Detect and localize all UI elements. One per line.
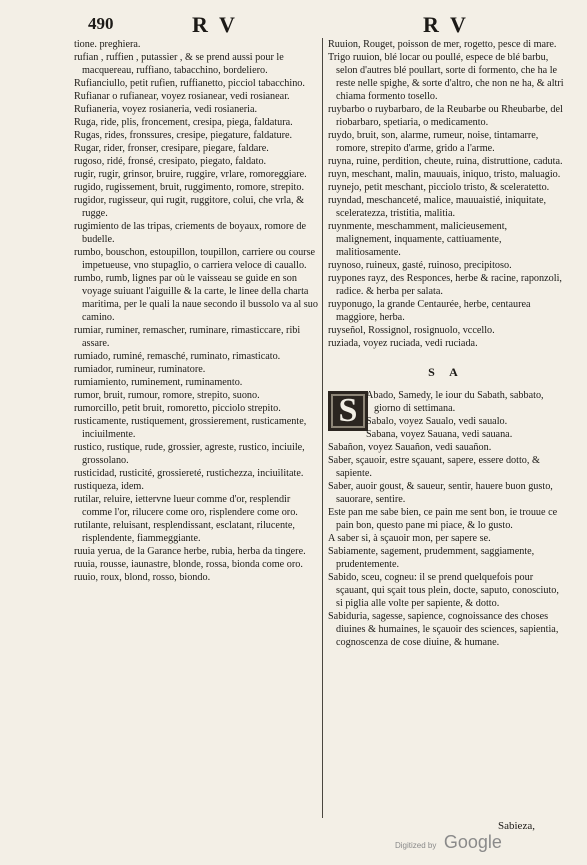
dictionary-entry: Sabalo, voyez Saualo, vedi saualo. bbox=[366, 416, 508, 427]
right-column-entries bbox=[328, 38, 564, 350]
dictionary-entry: Este pan me sabe bien, ce pain me sent bon, ie trouue ce pain bon, questo pane mi piace, & lo gusto. bbox=[328, 507, 558, 531]
dictionary-entry: ruyseñol, Rossignol, rosignuolo, vccello. bbox=[328, 325, 495, 336]
dictionary-entry: ruyndad, meschanceté, malice, mauuaistié, iniquitate, sceleratezza, tristitia, malitia. bbox=[328, 195, 547, 219]
dictionary-entry: ruuio, roux, blond, rosso, biondo. bbox=[74, 572, 211, 583]
dictionary-entry: rugidor, rugisseur, qui rugit, ruggitore, colui, che vrla, & rugge. bbox=[74, 195, 305, 219]
dictionary-entry: rutilante, reluisant, resplendissant, esclatant, rilucente, risplendente, fiammeggiante. bbox=[74, 520, 295, 544]
dictionary-entry: Rugas, rides, fronssures, cresipe, piegature, faldature. bbox=[74, 130, 293, 141]
dictionary-entry: rumor, bruit, rumour, romore, strepito, suono. bbox=[74, 390, 260, 401]
dictionary-entry: ruziada, voyez ruciada, vedi ruciada. bbox=[328, 338, 478, 349]
dictionary-entry: rumiado, ruminé, remasché, ruminato, rimasticato. bbox=[74, 351, 281, 362]
dictionary-entry: rugir, rugir, grinsor, bruire, ruggire, vrlare, romoreggiare. bbox=[74, 169, 307, 180]
dictionary-entry: ruyponugo, la grande Centaurée, herbe, centaurea maggiore, herba. bbox=[328, 299, 531, 323]
dictionary-entry: rumiamiento, ruminement, ruminamento. bbox=[74, 377, 243, 388]
decorated-initial: S bbox=[328, 391, 368, 431]
dictionary-entry: ruybarbo o ruybarbaro, de la Reubarbe ou Rheubarbe, del riobarbaro, spetiaria, o medicamento. bbox=[328, 104, 563, 128]
page-header bbox=[0, 12, 587, 36]
left-column bbox=[74, 38, 318, 584]
column-divider bbox=[322, 38, 323, 818]
dictionary-entry: rumiador, rumineur, ruminatore. bbox=[74, 364, 206, 375]
dictionary-entry: rutilar, reluire, iettervne lueur comme d'or, resplendir comme l'or, rilucere come oro, risplendere come oro. bbox=[74, 494, 298, 518]
dictionary-entry: ruyna, ruine, perdition, cheute, ruina, distruttione, caduta. bbox=[328, 156, 563, 167]
dictionary-entry: Saber, auoir goust, & saueur, sentir, hauere buon gusto, sauorare, sentire. bbox=[328, 481, 553, 505]
dictionary-entry: Rufianar o rufianear, voyez rosianear, vedi rosianear. bbox=[74, 91, 290, 102]
catchword: Sabieza, bbox=[498, 820, 535, 832]
dictionary-entry: Ruga, ride, plis, froncement, cresipa, piega, faldatura. bbox=[74, 117, 293, 128]
dictionary-entry: ruynmente, meschamment, malicieusement, malignement, inquamente, cattiuamente, malitiosamente. bbox=[328, 221, 508, 258]
dictionary-entry: ruuia, rousse, iaunastre, blonde, rossa, bionda come oro. bbox=[74, 559, 303, 570]
dictionary-entry: rumbo, rumb, lignes par où le vaisseau se guide en son voyage suiuant l'aiguille & la carte, le linee della charta maritima, per le quali la naue secondo il bussolo va al suo camino. bbox=[74, 273, 318, 323]
dictionary-entry: Ruuion, Rouget, poisson de mer, rogetto, pesce di mare. bbox=[328, 39, 557, 50]
dictionary-entry: tione. preghiera. bbox=[74, 39, 141, 50]
dictionary-entry: ruynoso, ruineux, gasté, ruinoso, precipitoso. bbox=[328, 260, 512, 271]
dictionary-entry: ruypones rayz, des Responces, herbe & racine, raponzoli, radice. & herba per salata. bbox=[328, 273, 562, 297]
running-head-left: R V bbox=[192, 12, 238, 37]
dictionary-entry: rufian , ruffien , putassier , & se prend aussi pour le macquereau, ruffiano, tabacchino, bordeliero. bbox=[74, 52, 284, 76]
dictionary-entry: Trigo ruuion, blé locar ou poullé, espece de blé barbu, selon d'autres blé poullart, sorte di formento, che ha le reste nelle spighe, & sorte d'altro, che non ne ha, & altri chiama formento tosello. bbox=[328, 52, 564, 102]
dictionary-entry: rustiqueza, idem. bbox=[74, 481, 144, 492]
dictionary-entry: rugido, rugissement, bruit, ruggimento, romore, strepito. bbox=[74, 182, 305, 193]
dictionary-entry: rumiar, ruminer, remascher, ruminare, rimasticcare, ribi assare. bbox=[74, 325, 301, 349]
section-heading: S A bbox=[428, 365, 464, 379]
dictionary-entry: Sabana, voyez Sauana, vedi sauana. bbox=[366, 429, 513, 440]
dictionary-entry: rugimiento de las tripas, criements de boyaux, romore de budelle. bbox=[74, 221, 306, 245]
dictionary-entry: Rufianciullo, petit rufien, ruffianetto, picciol tabacchino. bbox=[74, 78, 305, 89]
dictionary-entry: ruyn, meschant, malin, mauuais, iniquo, tristo, maluagio. bbox=[328, 169, 561, 180]
dictionary-entry: ruynejo, petit meschant, picciolo tristo, & sceleratetto. bbox=[328, 182, 550, 193]
dictionary-entry: Sabiduria, sagesse, sapience, cognoissance des choses diuines & humaines, le sçauoir des sciences, sapientia, cognoscenza de cose diuine, & humane. bbox=[328, 611, 559, 648]
dictionary-entry: rumbo, bouschon, estoupillon, toupillon, carriere ou course impetueuse, vno stupaglio, o carriera veloce di cauallo. bbox=[74, 247, 316, 271]
page-number: 490 bbox=[88, 14, 114, 33]
dictionary-entry: rustico, rustique, rude, grossier, agreste, rustico, inciuile, grossolano. bbox=[74, 442, 305, 466]
dictionary-entry: rugoso, ridé, fronsé, cresipato, piegato, faldato. bbox=[74, 156, 267, 167]
dictionary-entry: ruuia yerua, de la Garance herbe, rubia, herba da tingere. bbox=[74, 546, 306, 557]
dictionary-entry: Sabiamente, sagement, prudemment, saggiamente, prudentemente. bbox=[328, 546, 535, 570]
digitization-watermark bbox=[395, 832, 502, 853]
dictionary-entry: Abado, Samedy, le iour du Sabath, sabbato, giorno di settimana. bbox=[366, 390, 544, 414]
dictionary-entry: Rufianeria, voyez rosianeria, vedi rosianeria. bbox=[74, 104, 258, 115]
dictionary-entry: Sabañon, voyez Sauañon, vedi sauañon. bbox=[328, 442, 492, 453]
dictionary-entry: rumorcillo, petit bruit, romoretto, picciolo strepito. bbox=[74, 403, 281, 414]
google-logo: Google bbox=[443, 832, 502, 852]
dictionary-entry: rusticidad, rusticité, grossiereté, rustichezza, inciuilitate. bbox=[74, 468, 304, 479]
dictionary-entry: Saber, sçauoir, estre sçauant, sapere, essere dotto, & sapiente. bbox=[328, 455, 540, 479]
dictionary-entry: A saber si, à sçauoir mon, per sapere se. bbox=[328, 533, 491, 544]
dictionary-entry: Rugar, rider, fronser, cresipare, piegare, faldare. bbox=[74, 143, 269, 154]
dictionary-entry: rusticamente, rustiquement, grossierement, rusticamente, inciuilmente. bbox=[74, 416, 307, 440]
dictionary-entry: Sabido, sceu, cogneu: il se prend quelquefois pour sçauant, qui sçait tous plein, docte, saputo, conosciuto, si piglia alle volte per sapiente, & dotto. bbox=[328, 572, 559, 609]
dictionary-entry: ruydo, bruit, son, alarme, rumeur, noise, tintamarre, romore, strepito d'arme, grido a l'arme. bbox=[328, 130, 539, 154]
running-head-right: R V bbox=[423, 12, 469, 37]
section-sa-block bbox=[328, 389, 564, 649]
watermark-prefix: Digitized by bbox=[395, 841, 437, 850]
right-column bbox=[328, 38, 564, 649]
